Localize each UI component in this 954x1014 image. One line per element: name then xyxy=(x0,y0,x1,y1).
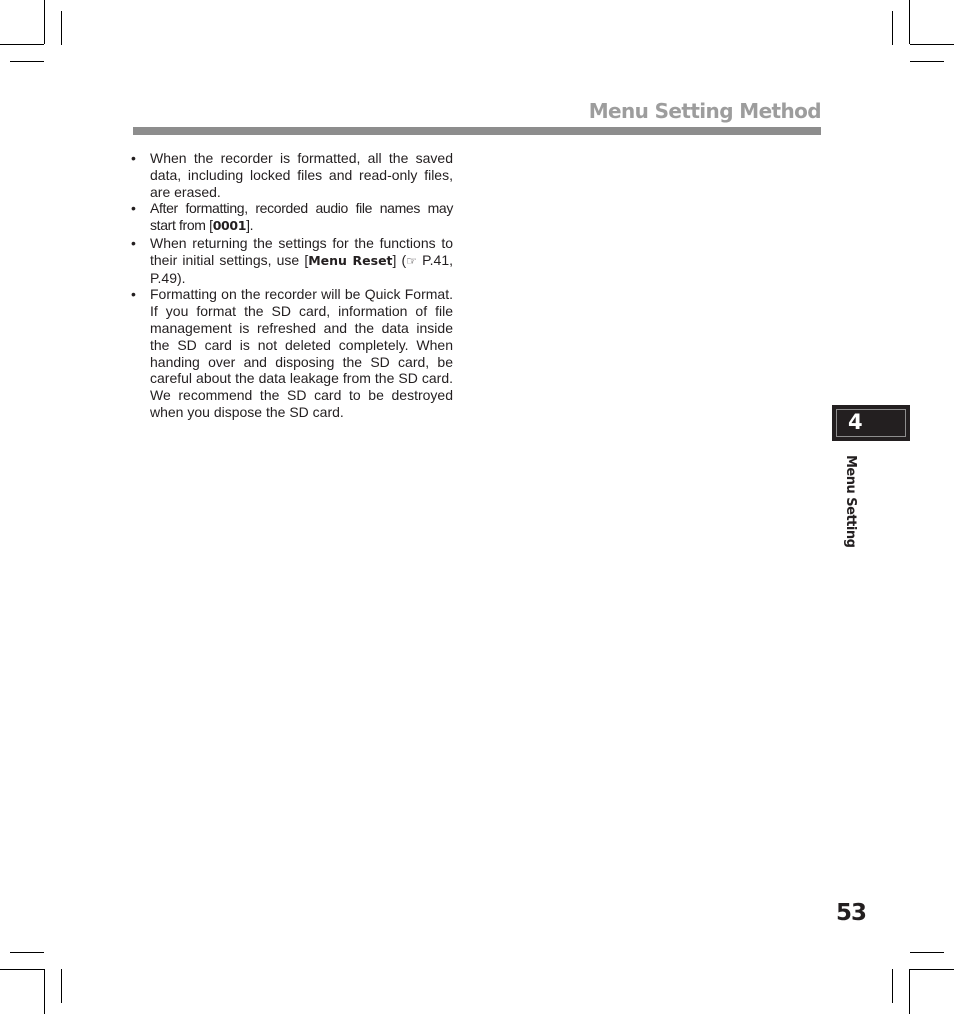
crop-mark xyxy=(44,969,45,1014)
bullet-marker: • xyxy=(131,150,136,166)
crop-mark xyxy=(10,952,44,953)
bullet-text: When returning the settings for the functions to their initial settings, use [ xyxy=(150,234,453,268)
bullet-marker: • xyxy=(131,200,136,217)
crop-mark xyxy=(910,969,954,970)
crop-mark xyxy=(0,44,44,45)
crop-mark xyxy=(61,969,62,1003)
menu-reset-code: Menu Reset xyxy=(308,252,393,268)
list-item xyxy=(131,200,453,235)
chapter-tab xyxy=(833,406,909,440)
crop-mark xyxy=(892,11,893,45)
crop-mark xyxy=(892,969,893,1003)
notes-list xyxy=(131,150,453,421)
list-item xyxy=(131,235,453,286)
page-reference-icon: ☞ xyxy=(406,253,417,268)
section-title: Menu Setting Method xyxy=(588,99,821,123)
bullet-text: P.41, P.49). xyxy=(150,251,453,286)
chapter-label: Menu Setting xyxy=(843,455,858,548)
crop-mark xyxy=(910,61,944,62)
page-number: 53 xyxy=(835,900,866,926)
header-rule xyxy=(133,127,821,135)
crop-mark xyxy=(909,969,910,1014)
crop-mark xyxy=(10,61,44,62)
crop-mark xyxy=(910,952,944,953)
bullet-text: Formatting on the recorder will be Quick Format. If you format the SD card, information of file management is refreshed and the data inside the SD card is not deleted completely. When handing over and disposing the SD card, be careful about the data leakage from the SD card. We recommend the SD card to be destroyed when you dispose the SD card. xyxy=(150,286,453,420)
crop-mark xyxy=(0,969,44,970)
chapter-number: 4 xyxy=(848,410,863,434)
file-name-code: 0001 xyxy=(212,218,247,234)
bullet-marker: • xyxy=(131,234,136,251)
crop-mark xyxy=(61,11,62,45)
list-item xyxy=(131,286,453,420)
crop-mark xyxy=(44,0,45,44)
bullet-text: After formatting, recorded audio file names may start from [ xyxy=(150,200,453,234)
bullet-text: ]. xyxy=(246,217,254,234)
bullet-text: When the recorder is formatted, all the saved data, including locked files and read-only files, are erased. xyxy=(150,150,453,200)
bullet-text: ] ( xyxy=(392,251,407,268)
crop-mark xyxy=(910,44,954,45)
bullet-marker: • xyxy=(131,286,136,303)
list-item xyxy=(131,150,453,200)
crop-mark xyxy=(909,0,910,44)
